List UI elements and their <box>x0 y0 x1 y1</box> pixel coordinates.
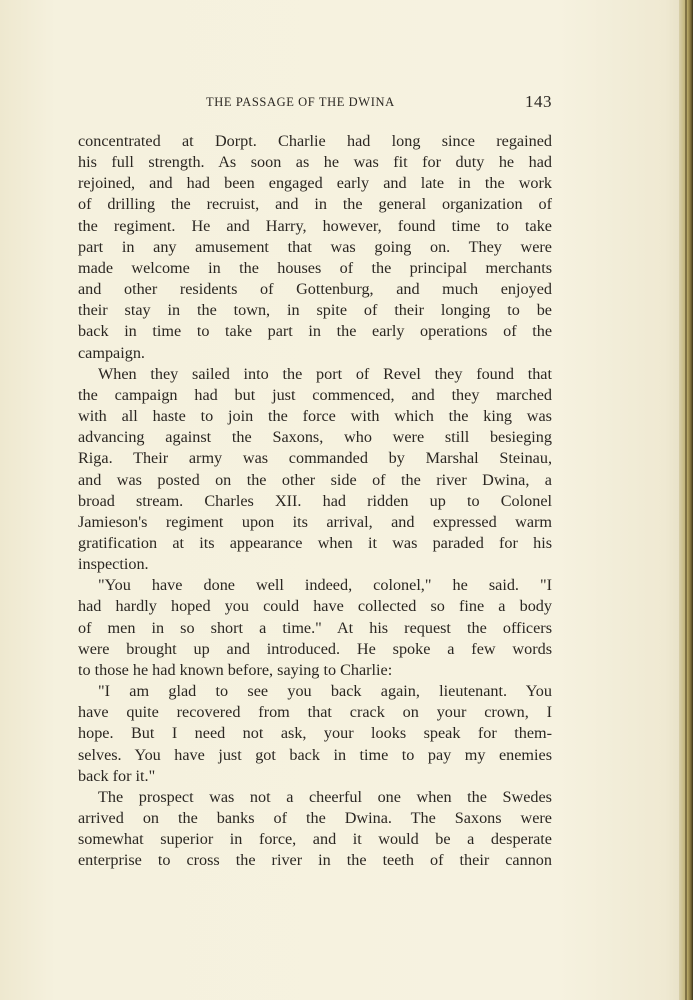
text-line: selves. You have just got back in time to pay my enemies <box>78 745 552 764</box>
text-line: campaign. <box>78 343 145 362</box>
text-line: "You have done well indeed, colonel," he said. "I <box>98 576 552 595</box>
text-line: his full strength. As soon as he was fit for duty he had <box>78 153 552 172</box>
text-line: hope. But I need not ask, your looks speak for them- <box>78 724 552 743</box>
text-line: of men in so short a time." At his request the officers <box>78 618 552 637</box>
text-line: and other residents of Gottenburg, and much enjoyed <box>78 280 552 299</box>
text-line: enterprise to cross the river in the teeth of their cannon <box>78 851 552 870</box>
running-title: THE PASSAGE OF THE DWINA <box>206 95 395 109</box>
page-edge-shadow <box>685 0 687 1000</box>
text-line: When they sailed into the port of Revel they found that <box>98 364 552 383</box>
text-line: part in any amusement that was going on. They were <box>78 237 552 256</box>
text-line: with all haste to join the force with which the king was <box>78 407 552 426</box>
text-line: the regiment. He and Harry, however, found time to take <box>78 216 552 235</box>
text-line: to those he had known before, saying to Charlie: <box>78 660 393 679</box>
page-header <box>78 93 552 115</box>
text-line: inspection. <box>78 555 149 574</box>
text-line: have quite recovered from that crack on your crown, I <box>78 703 552 722</box>
text-line: concentrated at Dorpt. Charlie had long since regained <box>78 132 552 150</box>
text-line: arrived on the banks of the Dwina. The Saxons were <box>78 809 552 827</box>
text-line: were brought up and introduced. He spoke a few words <box>78 639 552 658</box>
page-number: 143 <box>525 92 552 111</box>
text-line: and was posted on the other side of the river Dwina, a <box>78 470 552 489</box>
text-line: broad stream. Charles XII. had ridden up to Colonel <box>78 491 552 510</box>
text-line: back in time to take part in the early operations of the <box>78 322 552 341</box>
text-line: made welcome in the houses of the principal merchants <box>78 258 552 277</box>
text-line: rejoined, and had been engaged early and late in the work <box>78 174 552 193</box>
text-line: advancing against the Saxons, who were still besieging <box>78 428 552 447</box>
text-line: "I am glad to see you back again, lieutenant. You <box>98 682 552 701</box>
text-line: Jamieson's regiment upon its arrival, and expressed warm <box>78 512 552 531</box>
text-line: The prospect was not a cheerful one when the Swedes <box>98 787 552 806</box>
body-text <box>78 131 552 871</box>
text-line: somewhat superior in force, and it would be a desperate <box>78 830 552 849</box>
text-line: gratification at its appearance when it was paraded for his <box>78 533 552 552</box>
text-line: had hardly hoped you could have collected so fine a body <box>78 597 552 616</box>
text-line: their stay in the town, in spite of their longing to be <box>78 301 552 320</box>
text-line: of drilling the recruist, and in the general organization of <box>78 195 552 214</box>
text-line: back for it." <box>78 766 156 785</box>
text-line: the campaign had but just commenced, and they marched <box>78 385 552 404</box>
text-line: Riga. Their army was commanded by Marshal Steinau, <box>78 449 552 468</box>
